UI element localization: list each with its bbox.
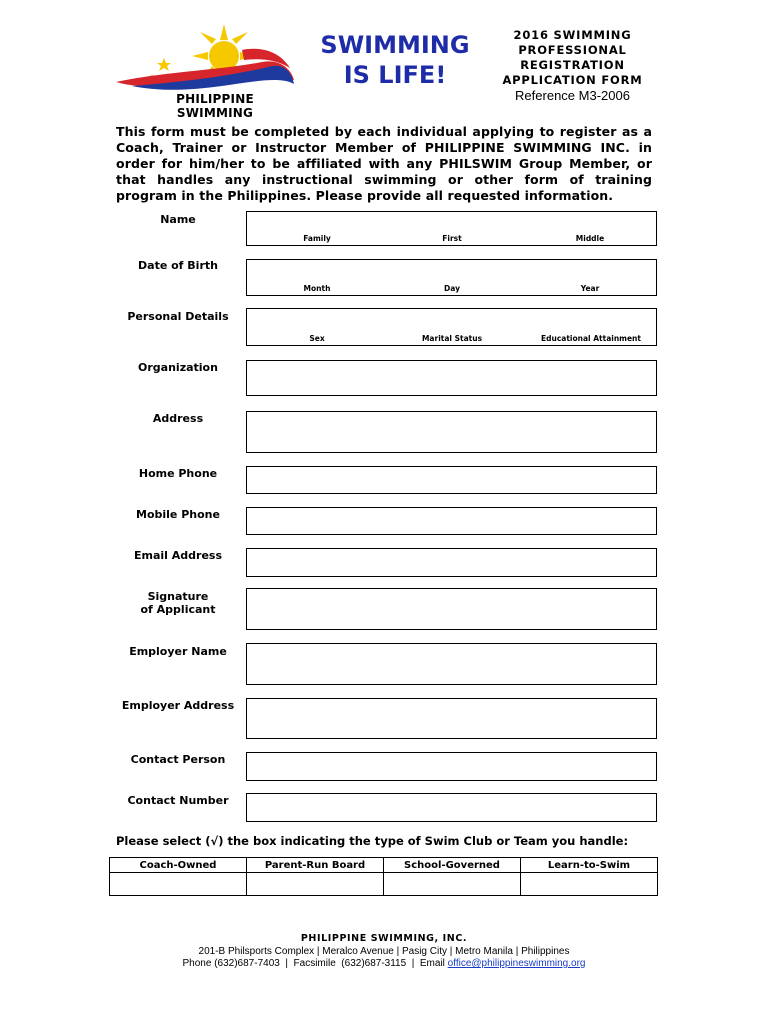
- signature-label-line-2: of Applicant: [140, 603, 216, 616]
- coach-owned-header: Coach-Owned: [110, 858, 247, 873]
- footer-address: 201-B Philsports Complex | Meralco Avenue | Pasig City | Metro Manila | Philippines: [198, 945, 570, 957]
- signature-label-line-1: Signature: [147, 590, 209, 603]
- first-sublabel: First: [442, 234, 462, 243]
- dob-field[interactable]: [246, 259, 657, 296]
- contact-number-label: Contact Number: [127, 794, 229, 807]
- form-title-line-3: REGISTRATION: [520, 58, 625, 72]
- logo-text: PHILIPPINE SWIMMING: [176, 92, 254, 120]
- learn-to-swim-checkbox[interactable]: [521, 873, 658, 896]
- address-label: Address: [152, 412, 204, 425]
- contact-person-label: Contact Person: [130, 753, 226, 766]
- slogan-line-2: IS LIFE!: [343, 61, 447, 89]
- footer-contact: [108, 958, 660, 971]
- educational-attainment-sublabel: Educational Attainment: [540, 334, 641, 343]
- coach-owned-checkbox[interactable]: [110, 873, 247, 896]
- contact-number-field[interactable]: [246, 793, 657, 822]
- school-governed-checkbox[interactable]: [384, 873, 521, 896]
- middle-sublabel: Middle: [575, 234, 605, 243]
- family-sublabel: Family: [303, 234, 331, 243]
- personal-details-field[interactable]: [246, 308, 657, 346]
- address-field[interactable]: [246, 411, 657, 453]
- home-phone-label: Home Phone: [138, 467, 218, 480]
- form-title: [490, 28, 655, 88]
- parent-run-board-checkbox[interactable]: [247, 873, 384, 896]
- signature-field[interactable]: [246, 588, 657, 630]
- employer-address-field[interactable]: [246, 698, 657, 739]
- email-field[interactable]: [246, 548, 657, 577]
- learn-to-swim-header: Learn-to-Swim: [521, 858, 658, 873]
- footer-org: PHILIPPINE SWIMMING, INC.: [300, 933, 468, 944]
- form-title-line-2: PROFESSIONAL: [518, 43, 627, 57]
- footer: [108, 933, 660, 971]
- name-field[interactable]: [246, 211, 657, 246]
- slogan-line-1: SWIMMING: [320, 31, 470, 59]
- organization-field[interactable]: [246, 360, 657, 396]
- form-reference: Reference M3-2006: [515, 88, 630, 103]
- name-label: Name: [160, 213, 196, 226]
- footer-email-link[interactable]: office@philippineswimming.org: [447, 958, 586, 969]
- home-phone-field[interactable]: [246, 466, 657, 494]
- intro-paragraph: This form must be completed by each individual applying to register as a Coach, Trainer or Instructor Member of PHILIPPINE SWIMMING INC. in order for him/her to be affiliated with any PHILSWIM Group Member, or that handles any instructional swimming or other form of training program in the Philippines. Please provide all requested information.: [116, 124, 652, 203]
- month-sublabel: Month: [303, 284, 331, 293]
- signature-label: [108, 590, 248, 616]
- form-title-line-1: 2016 SWIMMING: [513, 28, 632, 42]
- dob-label: Date of Birth: [138, 259, 218, 272]
- mobile-phone-field[interactable]: [246, 507, 657, 535]
- school-governed-header: School-Governed: [384, 858, 521, 873]
- year-sublabel: Year: [580, 284, 600, 293]
- footer-phone-fax: Phone (632)687-7403 | Facsimile (632)687-3115 | Email: [182, 958, 448, 969]
- contact-person-field[interactable]: [246, 752, 657, 781]
- organization-label: Organization: [138, 361, 218, 374]
- form-title-line-4: APPLICATION FORM: [502, 73, 643, 87]
- marital-status-sublabel: Marital Status: [421, 334, 483, 343]
- sex-sublabel: Sex: [309, 334, 325, 343]
- slogan: [300, 30, 490, 90]
- mobile-phone-label: Mobile Phone: [136, 508, 220, 521]
- day-sublabel: Day: [444, 284, 460, 293]
- club-type-prompt: Please select (√) the box indicating the type of Swim Club or Team you handle:: [116, 834, 629, 848]
- email-label: Email Address: [133, 549, 222, 562]
- employer-name-field[interactable]: [246, 643, 657, 685]
- club-type-table: [109, 857, 658, 896]
- personal-details-label: Personal Details: [127, 310, 229, 323]
- employer-name-label: Employer Name: [129, 645, 227, 658]
- parent-run-board-header: Parent-Run Board: [247, 858, 384, 873]
- employer-address-label: Employer Address: [121, 699, 235, 712]
